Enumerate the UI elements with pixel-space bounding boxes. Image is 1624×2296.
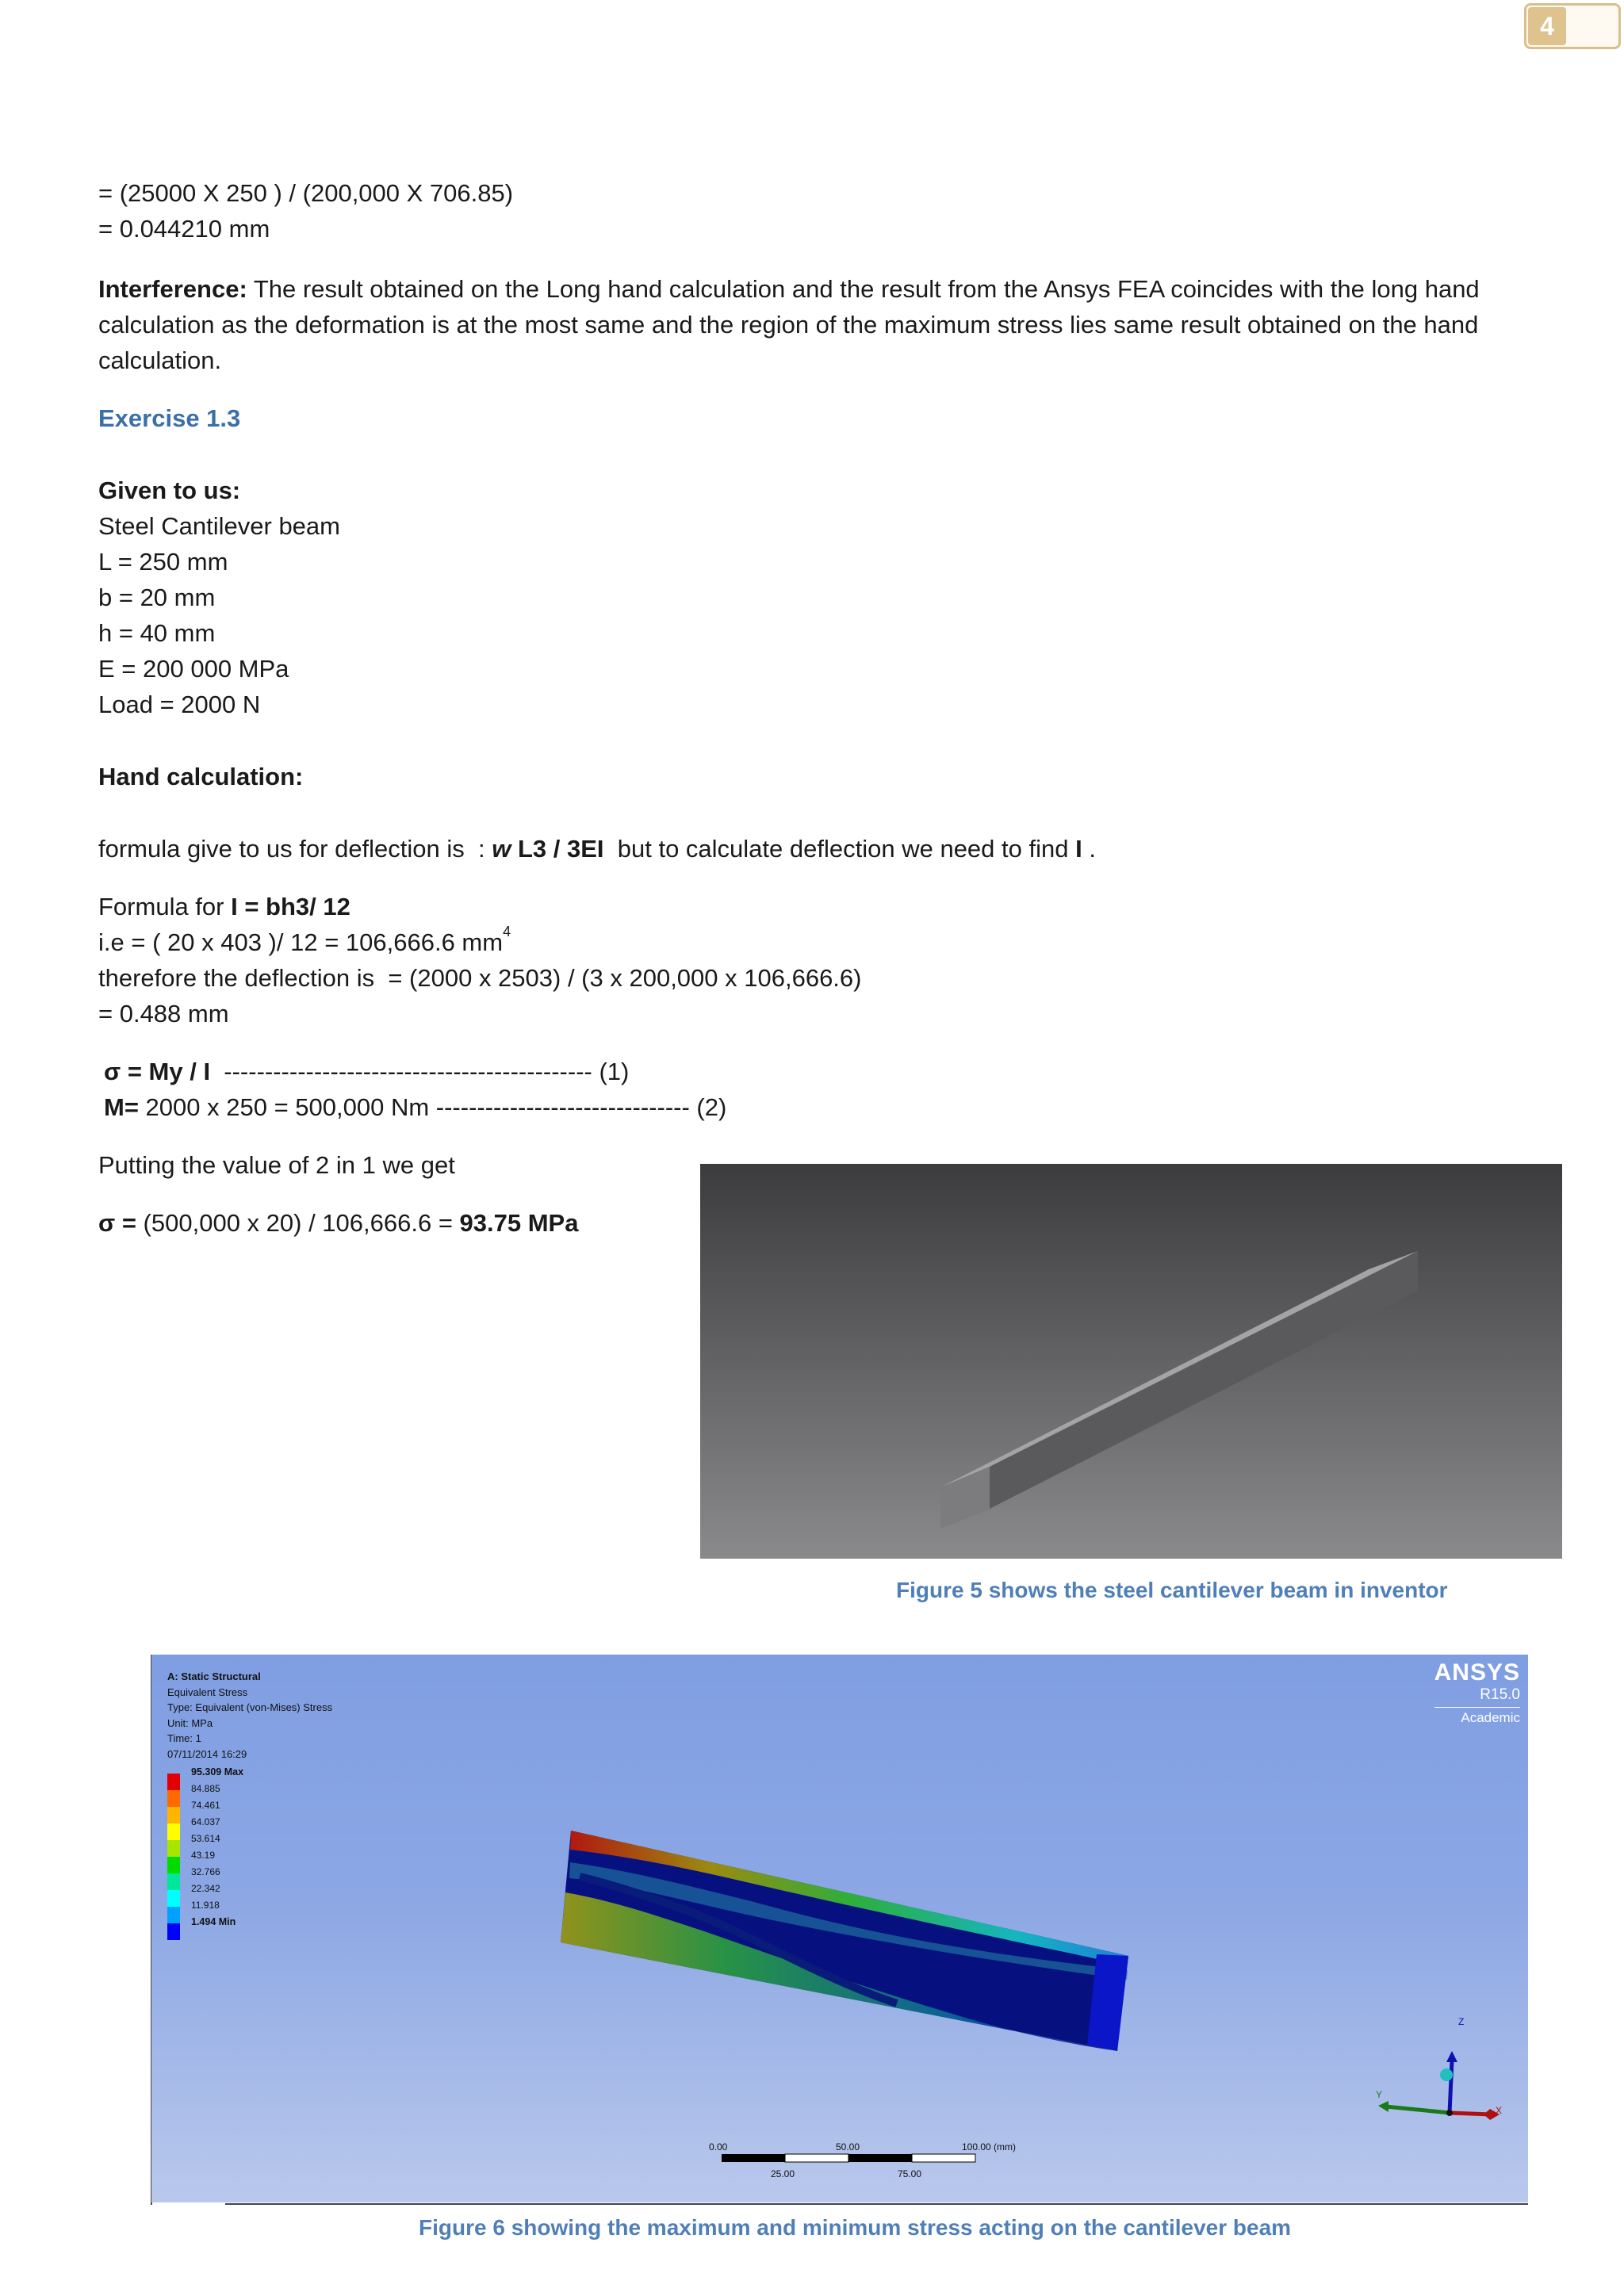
scale-label: 50.00 — [836, 2141, 860, 2152]
given-item: Load = 2000 N — [98, 691, 261, 718]
ie-sup: 4 — [503, 924, 511, 939]
ansys-info-line: Unit: MPa — [167, 1716, 213, 1729]
equation-1 — [104, 1054, 629, 1089]
y-axis-label: Y — [1376, 2089, 1383, 2100]
given-heading: Given to us: — [98, 476, 241, 504]
scale-label: 0.00 — [709, 2141, 728, 2152]
legend-label: 11.918 — [191, 1900, 220, 1911]
legend-label: 43.19 — [191, 1850, 216, 1861]
ansys-info-line: 07/11/2014 16:29 — [167, 1747, 247, 1760]
sigma-bold: σ = — [98, 1209, 136, 1237]
therefore-line: therefore the deflection is = (2000 x 2503) / (3 x 200,000 x 106,666.6) — [98, 964, 862, 992]
z-arrow-icon — [1446, 2051, 1457, 2062]
interference-text: The result obtained on the Long hand calculation and the result from the Ansys FEA coincides with the long hand calculation as the deformation is at the most same and the region of the maximum stress lies same result obtained on the hand calculation. — [98, 275, 1480, 374]
ansys-logo-text: ANSYS — [1434, 1659, 1520, 1686]
deflection-formula-line — [98, 831, 1096, 867]
sigma-mid: (500,000 x 20) / 106,666.6 = — [136, 1209, 460, 1237]
ansys-info-line: Type: Equivalent (von-Mises) Stress — [167, 1701, 333, 1713]
y-axis — [1386, 2107, 1450, 2113]
inventor-beam-image — [700, 1164, 1562, 1559]
formula-pre: formula give to us for deflection is : — [98, 835, 492, 863]
figure-5-caption: Figure 5 shows the steel cantilever beam in inventor — [896, 1578, 1448, 1602]
beam-front-face — [990, 1251, 1418, 1509]
sigma-line — [98, 1205, 578, 1241]
triad-sphere — [1440, 2068, 1453, 2081]
formula-mid: but to calculate deflection we need to find — [603, 835, 1076, 863]
deflection-result: = 0.488 mm — [98, 1000, 229, 1027]
z-axis — [1450, 2061, 1452, 2113]
formula-for-pre: Formula for — [98, 893, 232, 920]
axis-triad — [151, 1655, 1528, 2202]
beam-3d-model — [700, 1164, 1562, 1559]
formula-for-bold: I = bh3/ 12 — [231, 893, 350, 920]
interference-label: Interference: — [98, 275, 247, 303]
legend-label: 84.885 — [191, 1783, 220, 1794]
eq2-rest: 2000 x 250 = 500,000 Nm ------------------------------- (2) — [138, 1093, 727, 1121]
hand-calc-heading: Hand calculation: — [98, 763, 304, 790]
page-number-tab — [1524, 3, 1621, 49]
eq2-bold: M= — [104, 1093, 139, 1121]
ie-line — [98, 924, 511, 960]
given-item: Steel Cantilever beam — [98, 512, 340, 540]
scale-label: 25.00 — [771, 2168, 795, 2179]
interference-paragraph — [98, 271, 1526, 378]
legend-label: 22.342 — [191, 1883, 220, 1894]
triad-origin — [1446, 2110, 1453, 2116]
eq1-rest: --------------------------------------------- (1) — [210, 1058, 630, 1085]
ansys-edition: Academic — [1434, 1707, 1520, 1727]
given-item: b = 20 mm — [98, 584, 216, 611]
calc-line-2: = 0.044210 mm — [98, 215, 270, 243]
z-axis-label: Z — [1458, 2016, 1465, 2027]
formula-for-line — [98, 889, 350, 924]
formula-w: w — [492, 835, 511, 863]
formula-bold: L3 / 3EI — [511, 835, 604, 863]
legend-label: 95.309 Max — [191, 1766, 244, 1777]
exercise-heading: Exercise 1.3 — [98, 404, 241, 432]
eq1-bold: σ = My / I — [104, 1058, 211, 1085]
scale-label: 75.00 — [898, 2168, 922, 2179]
figure-6-caption: Figure 6 showing the maximum and minimum stress acting on the cantilever beam — [419, 2215, 1292, 2240]
legend-label: 1.494 Min — [191, 1916, 236, 1927]
legend-label: 64.037 — [191, 1816, 220, 1827]
ansys-info-line: A: Static Structural — [167, 1670, 261, 1682]
given-item: E = 200 000 MPa — [98, 655, 289, 683]
ansys-frame-bottom — [225, 2203, 1528, 2205]
formula-end: . — [1082, 835, 1096, 863]
beam-top-face — [940, 1251, 1418, 1487]
legend-label: 53.614 — [191, 1833, 220, 1844]
calc-line-1: = (25000 X 250 ) / (200,000 X 706.85) — [98, 179, 514, 207]
page-number: 4 — [1528, 7, 1566, 45]
ie-text: i.e = ( 20 x 403 )/ 12 = 106,666.6 mm — [98, 928, 504, 956]
given-item: h = 40 mm — [98, 619, 216, 647]
ansys-info-line: Equivalent Stress — [167, 1686, 248, 1698]
legend-label: 74.461 — [191, 1800, 220, 1811]
y-arrow-icon — [1378, 2101, 1388, 2112]
ansys-stress-image — [151, 1655, 1528, 2202]
ansys-info-line: Time: 1 — [167, 1732, 201, 1744]
legend-label: 32.766 — [191, 1866, 220, 1877]
ansys-version: R15.0 — [1480, 1686, 1520, 1703]
x-axis-label: X — [1496, 2105, 1503, 2116]
equation-2 — [104, 1089, 726, 1125]
scale-label: 100.00 (mm) — [962, 2141, 1017, 2152]
sigma-result: 93.75 MPa — [459, 1209, 579, 1237]
putting-line: Putting the value of 2 in 1 we get — [98, 1151, 455, 1179]
given-item: L = 250 mm — [98, 548, 228, 576]
formula-I: I — [1075, 835, 1082, 863]
